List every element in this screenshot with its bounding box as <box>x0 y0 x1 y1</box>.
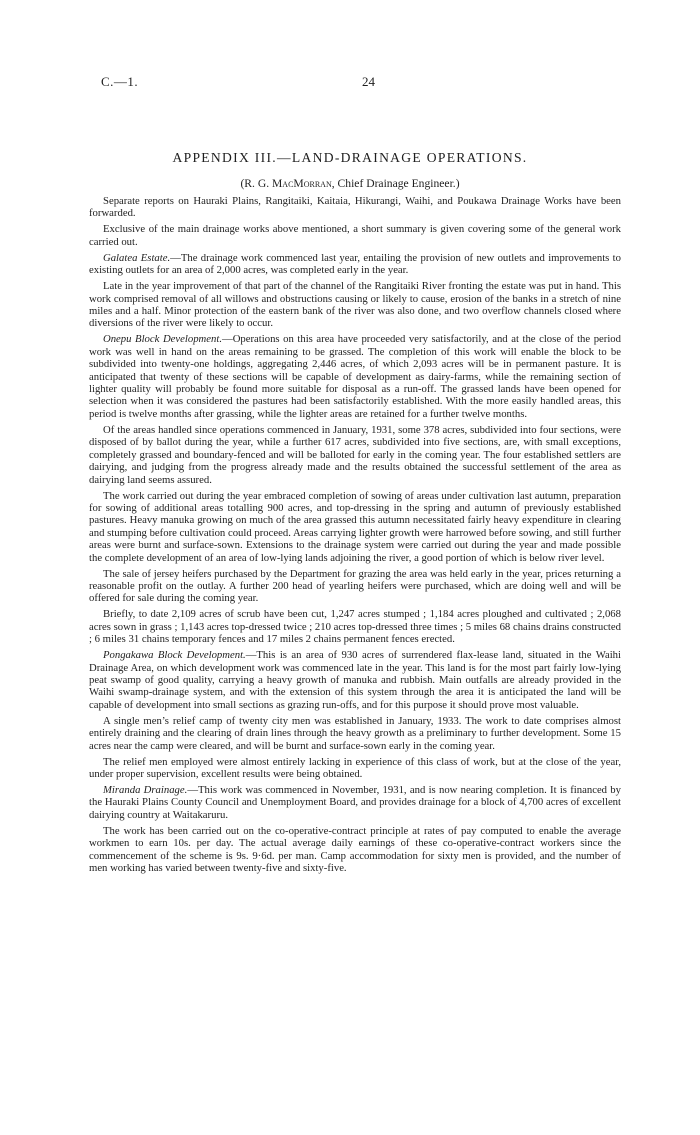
paragraph-text: —This work was commenced in November, 1931, and is now nearing completion. It is financed by the Hauraki Plains County Council and Unemployment Board, and provides drainage for a block of 4,700 acres of excellent dairying country at Waitakaruru. <box>89 784 621 821</box>
paragraph <box>89 490 621 564</box>
page-number: 24 <box>362 74 375 89</box>
paragraph <box>89 608 621 645</box>
paragraph <box>89 280 621 330</box>
paragraph <box>89 424 621 486</box>
paragraph-lead: Onepu Block Development. <box>103 333 222 346</box>
paragraph-lead: Miranda Drainage. <box>103 784 188 796</box>
paragraph-text: The relief men employed were almost entirely lacking in experience of this class of work, but at the close of the year, under proper supervision, excellent results were being obtained. <box>89 755 621 780</box>
paragraph <box>89 568 621 605</box>
appendix-title: APPENDIX III.—LAND-DRAINAGE OPERATIONS. <box>172 150 528 165</box>
paragraph <box>89 333 621 420</box>
paragraph <box>89 825 621 875</box>
body-text <box>89 195 621 878</box>
paragraph-text: —Operations on this area have proceeded very satisfactorily, and at the close of the period work was well in hand on the areas remaining to be grassed. The completion of this work will enable the block to be subdivided into twenty-one holdings, aggregating 2,446 acres, of which 2,093 acres will be in permanent pasture. It is anticipated that twenty of these sections will be capable of development as dairy-farms, while the remaining section of lighter quality will probably be found more suitable for disposal as a run-off. The grassed lands have been opened for selection when it was considered the pastures had been satisfactorily established. With the more easily handled areas, this period is twelve months after grassing, while the lighter areas are retained for a further twelve months. <box>89 333 621 420</box>
paragraph <box>89 756 621 781</box>
author-byline <box>100 177 600 190</box>
paragraph-lead: Galatea Estate. <box>103 251 171 264</box>
paragraph <box>89 649 621 711</box>
author-name: MacMorran <box>272 177 332 190</box>
paragraph-text: Briefly, to date 2,109 acres of scrub have been cut, 1,247 acres stumped ; 1,184 acres ploughed and cultivated ; 2,068 acres sown in grass ; 1,143 acres top-dressed twice ; 210 acres top-dressed three times ; 5 miles 68 chains drains constructed ; 6 miles 31 chains temporary fences and 17 miles 2 chains permanent fences erected. <box>89 608 621 646</box>
paragraph-text: The work carried out during the year embraced completion of sowing of areas under cultivation last autumn, preparation for sowing of additional areas totalling 900 acres, and top-dressing in the spring and autumn of previously established pastures. Heavy manuka growing on much of the area grassed this autumn necessitated fairly heavy expenditure in clearing and stumping before cultivation could proceed. Areas carrying lighter growth were harrowed before sowing, and still further areas were burnt and surface-sown. Extensions to the drainage system were carried out during the year and made possible the complete development of an area of low-lying lands adjoining the river, a good portion of which is below river level. <box>89 489 621 564</box>
byline-open: (R. G. <box>240 177 272 190</box>
paragraph-text: —The drainage work commenced last year, entailing the provision of new outlets and improvements to existing outlets for an area of 2,000 acres, was completed early in the year. <box>89 251 621 277</box>
paragraph <box>89 784 621 821</box>
paragraph-text: A single men’s relief camp of twenty city men was established in January, 1933. The work to date comprises almost entirely draining and the clearing of drain lines through the heavy growth as a preliminary to further development. Some 15 acres near the camp were cleared, and will be burnt and surface-sown early in the coming year. <box>89 714 621 752</box>
paragraph-text: The work has been carried out on the co-operative-contract principle at rates of pay computed to enable the average workmen to earn 10s. per day. The actual average daily earnings of these co-operative-contract workers since the commencement of the scheme is 9s. 9·6d. per man. Camp accommodation for sixty men is provided, and the number of men working has varied between twenty-five and sixty-five. <box>89 824 621 875</box>
paragraph <box>89 223 621 248</box>
report-code: C.—1. <box>101 74 139 89</box>
paragraph-text: Separate reports on Hauraki Plains, Rangitaiki, Kaitaia, Hikurangi, Waihi, and Poukawa Drainage Works have been forwarded. <box>89 195 621 220</box>
byline-rest: , Chief Drainage Engineer.) <box>331 177 460 190</box>
paragraph-lead: Pongakawa Block Development. <box>103 649 246 662</box>
paragraph <box>89 252 621 277</box>
paragraph-text: The sale of jersey heifers purchased by the Department for grazing the area was held early in the year, prices returning a reasonable profit on the outlay. A further 200 head of yearling heifers were purchased, which are doing well and will be offered for sale during the coming year. <box>89 567 621 605</box>
paragraph-text: Exclusive of the main drainage works above mentioned, a short summary is given covering some of the general work carried out. <box>89 223 621 248</box>
paragraph-text: Of the areas handled since operations commenced in January, 1931, some 378 acres, subdivided into four sections, were disposed of by ballot during the year, while a further 617 acres, subdivided into five sections, are, with small exceptions, completely grassed and boundary-fenced and will be balloted for early in the coming year. The four established settlers are dairying, and judging from the progress already made and the results obtained the successful settlement of the area as dairying land seems assured. <box>89 423 621 486</box>
paragraph <box>89 715 621 752</box>
paragraph-text: —This is an area of 930 acres of surrendered flax-lease land, situated in the Waihi Drainage Area, on which development work was commenced late in the year. This land is for the most part fairly low-lying peat swamp of good quality, carrying a heavy growth of manuka and rubbish. Main outfalls are already provided in the Waihi swamp-drainage system, and with the extension of this system through the area it is anticipated the land will be capable of development into small sections as grazing run-offs, and for this purpose it should prove most valuable. <box>89 649 621 711</box>
paragraph <box>89 195 621 220</box>
paragraph-text: Late in the year improvement of that part of the channel of the Rangitaiki River fronting the estate was put in hand. This work comprised removal of all willows and obstructions causing or likely to cause, erosion of the banks in a stretch of nine miles and a half. Minor protection of the eastern bank of the river was also done, and two overflow channels closed where diversions of the river were likely to occur. <box>89 280 621 330</box>
